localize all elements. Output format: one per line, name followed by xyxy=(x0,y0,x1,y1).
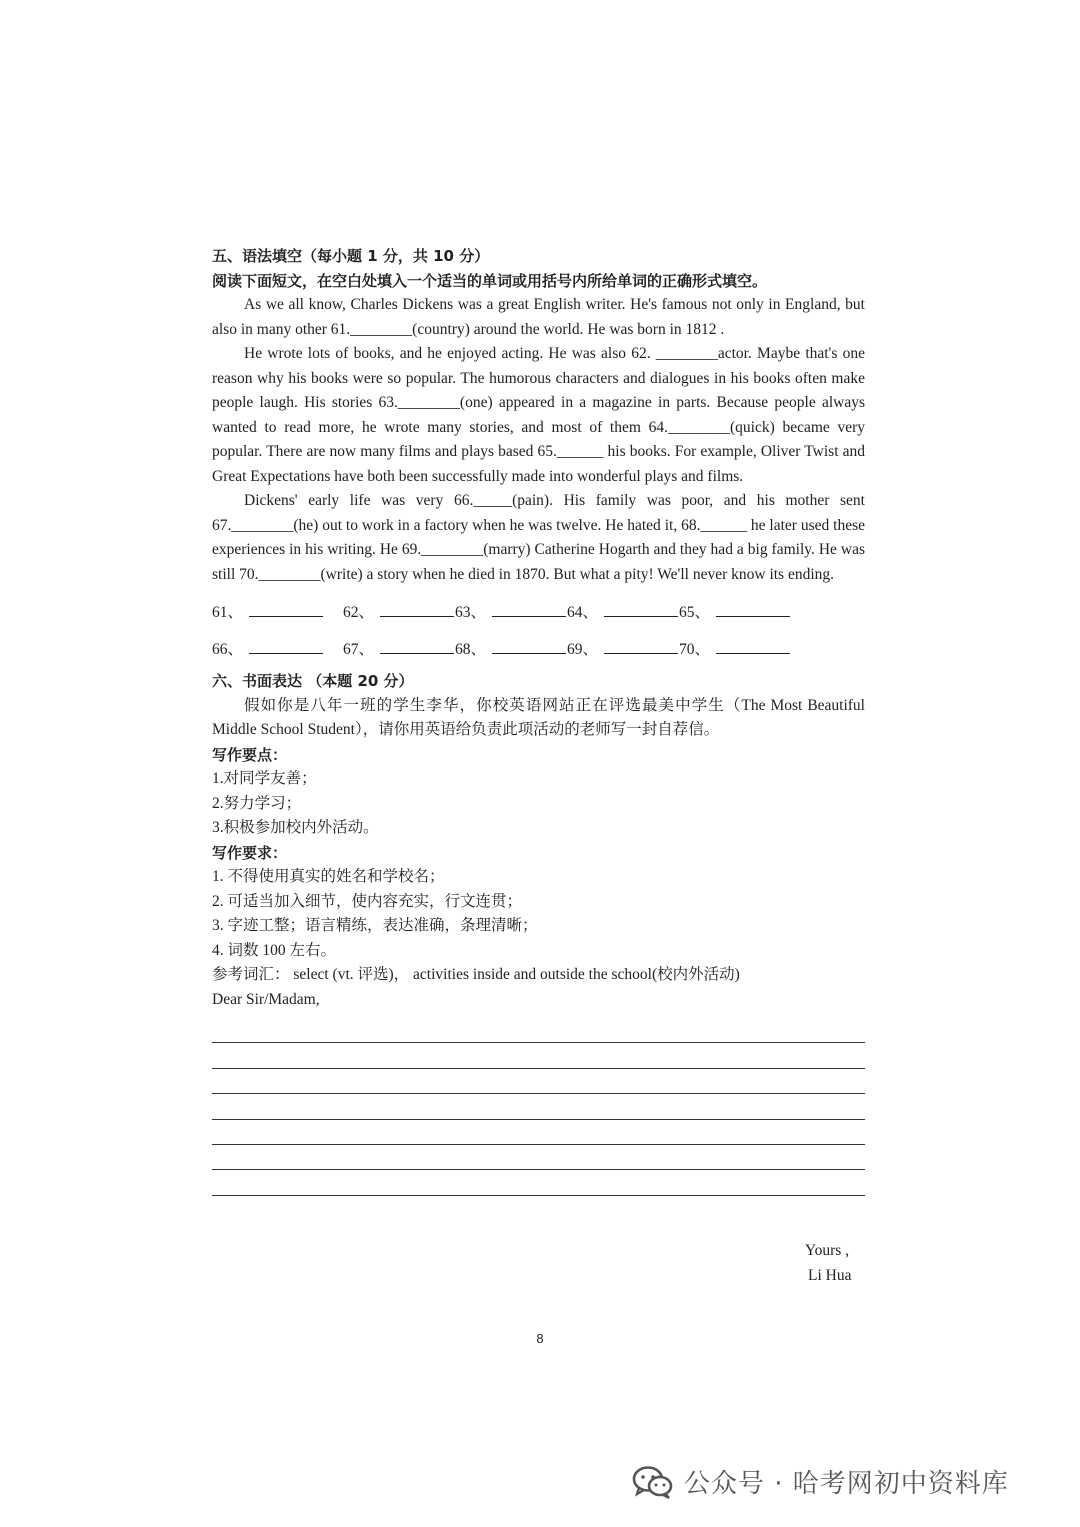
passage-paragraph-2: He wrote lots of books, and he enjoyed acting. He was also 62. ________actor. Maybe that's one reason why his books were so popular. The humorous characters and dialogues in his books often make people laugh. His stories 63.________(one) appeared in a magazine in parts. Because people always wanted to read more, he wrote many stories, and most of them 64.________(quick) became very popular. There are now many films and plays based 65.______ his books. For example, Oliver Twist and Great Expectations have both been successfully made into wonderful plays and films. xyxy=(212,345,865,485)
passage-paragraph-1: As we all know, Charles Dickens was a great English writer. He's famous not only in England, but also in many other 61.________(country) around the world. He was born in 1812 . xyxy=(212,296,865,338)
writing-area[interactable] xyxy=(212,1018,865,1196)
answer-row-2 xyxy=(212,632,865,669)
writing-requirement: 1. 不得使用真实的姓名和学校名； xyxy=(212,868,445,885)
letter-greeting: Dear Sir/Madam, xyxy=(212,990,320,1008)
writing-line[interactable] xyxy=(212,1018,865,1043)
writing-requirement: 2. 可适当加入细节，使内容充实，行文连贯； xyxy=(212,892,523,910)
answer-blanks xyxy=(212,595,865,669)
writing-line[interactable] xyxy=(212,1069,865,1094)
letter-signature-block xyxy=(805,1238,851,1288)
answer-blank-64[interactable]: 64、 xyxy=(567,601,679,626)
writing-line[interactable] xyxy=(212,1120,865,1145)
page-number: 8 xyxy=(536,1331,544,1346)
writing-line[interactable] xyxy=(212,1043,865,1068)
section5-title: 五、语法填空（每小题 1 分，共 10 分） xyxy=(212,247,490,265)
letter-closing: Yours , xyxy=(805,1242,850,1259)
answer-blank-65[interactable]: 65、 xyxy=(679,601,791,626)
passage-paragraph-3: Dickens' early life was very 66._____(pain). His family was poor, and his mother sent 67.________(he) out to work in a factory when he was twelve. He hated it, 68.______ he later used these experiences in his writing. He 69.________(marry) Catherine Hogarth and they had a big family. He was still 70.________(write) a story when he died in 1870. But what a pity! We'll never know its ending. xyxy=(212,492,865,583)
answer-blank-63[interactable]: 63、 xyxy=(455,601,567,626)
writing-points-title: 写作要点： xyxy=(212,745,288,764)
letter-signature: Li Hua xyxy=(808,1267,852,1284)
writing-prompt: 假如你是八年一班的学生李华，你校英语网站正在评选最美中学生（The Most Beautiful Middle School Student），请你用英语给负责此项活动的老师写一封自荐信。 xyxy=(212,696,865,738)
writing-requirement: 4. 词数 100 左右。 xyxy=(212,941,337,959)
answer-blank-69[interactable]: 69、 xyxy=(567,638,679,663)
writing-point: 1.对同学友善； xyxy=(212,770,317,787)
writing-line[interactable] xyxy=(212,1145,865,1170)
answer-blank-68[interactable]: 68、 xyxy=(455,638,567,663)
section5-instruction: 阅读下面短文，在空白处填入一个适当的单词或用括号内所给单词的正确形式填空。 xyxy=(212,271,768,290)
answer-blank-62[interactable]: 62、 xyxy=(343,601,455,626)
writing-requirement: 3. 字迹工整；语言精练，表达准确，条理清晰； xyxy=(212,917,538,934)
answer-blank-61[interactable]: 61、 xyxy=(212,601,343,626)
writing-line[interactable] xyxy=(212,1170,865,1195)
answer-blank-66[interactable]: 66、 xyxy=(212,638,343,663)
writing-line[interactable] xyxy=(212,1094,865,1119)
writing-point: 3.积极参加校内外活动。 xyxy=(212,819,379,836)
watermark-text: 公众号 · 哈考网初中资料库 xyxy=(684,1469,1009,1499)
wechat-icon xyxy=(632,1465,674,1499)
exam-page-content xyxy=(212,244,865,1196)
reference-vocabulary: 参考词汇： select (vt. 评选)， activities inside and outside the school(校内外活动) xyxy=(212,966,740,983)
wechat-watermark xyxy=(632,1463,1009,1500)
writing-point: 2.努力学习； xyxy=(212,794,302,812)
answer-blank-70[interactable]: 70、 xyxy=(679,638,791,663)
section6-title: 六、书面表达 （本题 20 分） xyxy=(212,672,414,690)
answer-blank-67[interactable]: 67、 xyxy=(343,638,455,663)
writing-requirements-title: 写作要求： xyxy=(212,843,288,862)
answer-row-1 xyxy=(212,595,865,632)
